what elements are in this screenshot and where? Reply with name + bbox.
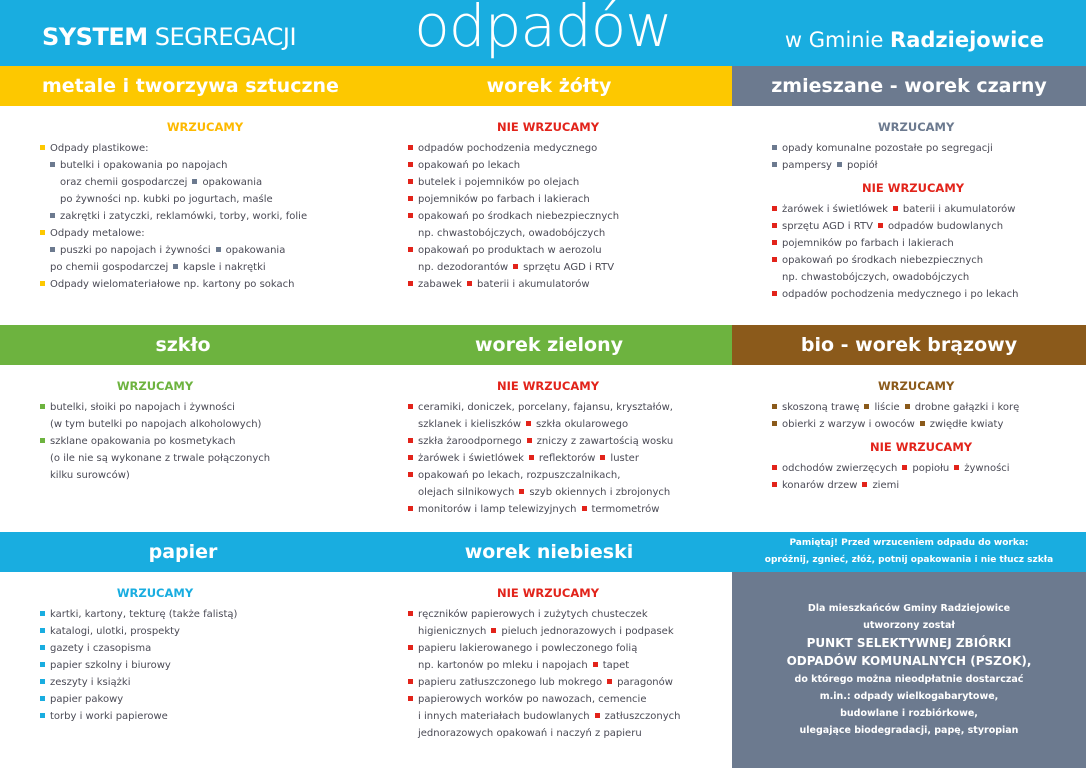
list-item: zakrętki i zatyczki, reklamówki, torby, worki, folie — [40, 208, 370, 225]
papier-nie-wrzucamy-heading: NIE WRZUCAMY — [496, 586, 600, 600]
bullet-icon — [772, 291, 777, 296]
list-item: odpadów pochodzenia medycznego i po lekach — [772, 286, 1072, 303]
bullet-icon — [408, 145, 413, 150]
bullet-icon — [491, 628, 496, 633]
list-item: katalogi, ulotki, prospekty — [40, 623, 340, 640]
list-item: (o ile nie są wykonane z trwale połączonych — [50, 453, 271, 464]
list-item: butelki, słoiki po napojach i żywności — [40, 399, 340, 416]
bio-nie-wrzucamy-heading: NIE WRZUCAMY — [870, 440, 973, 454]
band-papier-title: papier — [148, 541, 218, 563]
bullet-icon — [216, 247, 221, 252]
papier-wrzucamy-heading: WRZUCAMY — [116, 586, 194, 600]
list-item: szklanek i kieliszków szkła okularowego — [418, 419, 629, 430]
list-item: zabawek baterii i akumulatorów — [408, 276, 688, 293]
bullet-icon — [50, 247, 55, 252]
bio-section — [772, 378, 1072, 494]
bullet-icon — [595, 713, 600, 718]
bullet-icon — [40, 404, 45, 409]
metale-nie-wrzucamy-heading: NIE WRZUCAMY — [496, 120, 600, 134]
bullet-icon — [40, 230, 45, 235]
list-item: Odpady wielomateriałowe np. kartony po sokach — [40, 276, 370, 293]
list-item: puszki po napojach i żywności opakowania — [40, 242, 370, 259]
list-item: higienicznych pieluch jednorazowych i podpasek — [418, 626, 674, 637]
list-item: pojemników po farbach i lakierach — [408, 191, 688, 208]
list-item: opakowań po produktach w aerozolu — [408, 242, 688, 259]
bullet-icon — [529, 455, 534, 460]
band-metale-title: metale i tworzywa sztuczne — [42, 75, 339, 97]
band-bio — [732, 325, 1086, 365]
list-item: odchodów zwierzęcych popiołu żywności — [772, 460, 1072, 477]
bullet-icon — [50, 213, 55, 218]
metale-wrzucamy — [40, 119, 370, 293]
bullet-icon — [467, 281, 472, 286]
list-item: np. chwastobójczych, owadobójczych — [418, 228, 606, 239]
list-item: po żywności np. kubki po jogurtach, maśle — [60, 194, 273, 205]
list-item: sprzętu AGD i RTV odpadów budowlanych — [772, 218, 1072, 235]
list-item: np. dezodorantów sprzętu AGD i RTV — [418, 262, 615, 273]
bullet-icon — [173, 264, 178, 269]
bullet-icon — [40, 145, 45, 150]
list-item: odpadów pochodzenia medycznego — [408, 140, 688, 157]
list-item: np. chwastobójczych, owadobójczych — [782, 272, 970, 283]
list-item: papier szkolny i biurowy — [40, 657, 340, 674]
pszok-line: utworzony został — [863, 620, 955, 631]
pszok-line: ulegające biodegradacji, papę, styropian — [799, 725, 1019, 736]
bullet-icon — [40, 645, 45, 650]
list-item: ręczników papierowych i zużytych chusteczek — [408, 606, 708, 623]
bullet-icon — [772, 240, 777, 245]
list-item: Odpady metalowe: — [40, 225, 370, 242]
pszok-info-box — [732, 572, 1086, 768]
bullet-icon — [878, 223, 883, 228]
bullet-icon — [408, 247, 413, 252]
bullet-icon — [893, 206, 898, 211]
bullet-icon — [837, 162, 842, 167]
pszok-line: Dla mieszkańców Gminy Radziejowice — [807, 603, 1011, 614]
pszok-title: ODPADÓW KOMUNALNYCH (PSZOK), — [786, 654, 1032, 668]
bullet-icon — [526, 421, 531, 426]
bullet-icon — [408, 179, 413, 184]
bullet-icon — [954, 465, 959, 470]
list-item: opakowań po środkach niebezpiecznych — [408, 208, 688, 225]
bullet-icon — [519, 489, 524, 494]
list-item: butelki i opakowania po napojach — [40, 157, 370, 174]
bullet-icon — [408, 696, 413, 701]
list-item: szkła żaroodpornego zniczy z zawartością wosku — [408, 433, 708, 450]
bullet-icon — [408, 281, 413, 286]
list-item: skoszoną trawę liście drobne gałązki i korę — [772, 399, 1072, 416]
header-bar — [0, 0, 1086, 66]
bullet-icon — [408, 455, 413, 460]
bullet-icon — [408, 679, 413, 684]
band-metale-bag: worek żółty — [486, 75, 612, 97]
bullet-icon — [408, 196, 413, 201]
list-item: jednorazowych opakowań i naczyń z papieru — [418, 728, 642, 739]
header-title-center: odpadów — [414, 0, 672, 60]
bullet-icon — [40, 696, 45, 701]
reminder-box — [732, 532, 1086, 572]
list-item: po chemii gospodarczej kapsle i nakrętki — [50, 262, 266, 273]
list-item: ceramiki, doniczek, porcelany, fajansu, kryształów, — [408, 399, 708, 416]
bullet-icon — [772, 223, 777, 228]
list-item: butelek i pojemników po olejach — [408, 174, 688, 191]
zmieszane-wrzucamy-heading: WRZUCAMY — [878, 120, 955, 134]
list-item: monitorów i lamp telewizyjnych termometrów — [408, 501, 708, 518]
reminder-line-1: Pamiętaj! Przed wrzuceniem odpadu do worka: — [789, 538, 1029, 548]
bullet-icon — [593, 662, 598, 667]
band-zmieszane — [732, 66, 1086, 106]
list-item: i innych materiałach budowlanych zatłuszczonych — [418, 711, 681, 722]
pszok-line: do którego można nieodpłatnie dostarczać — [794, 674, 1024, 685]
bullet-icon — [40, 679, 45, 684]
bullet-icon — [40, 662, 45, 667]
list-item: torby i worki papierowe — [40, 708, 340, 725]
pszok-line: m.in.: odpady wielkogabarytowe, — [819, 691, 999, 702]
reminder-line-2: opróżnij, zgnieć, złóż, potnij opakowania i nie tłucz szkła — [764, 555, 1054, 565]
bullet-icon — [40, 628, 45, 633]
list-item: opady komunalne pozostałe po segregacji — [772, 140, 1072, 157]
bullet-icon — [772, 206, 777, 211]
band-szklo — [0, 325, 732, 365]
list-item: żarówek i świetlówek baterii i akumulatorów — [772, 201, 1072, 218]
bullet-icon — [905, 404, 910, 409]
list-item: szklane opakowania po kosmetykach — [40, 433, 340, 450]
list-item: obierki z warzyw i owoców zwiędłe kwiaty — [772, 416, 1072, 433]
bullet-icon — [772, 404, 777, 409]
list-item: kilku surowców) — [50, 470, 130, 481]
pszok-title: PUNKT SELEKTYWNEJ ZBIÓRKI — [806, 636, 1012, 650]
band-bio-title: bio - worek brązowy — [800, 334, 1018, 356]
bullet-icon — [600, 455, 605, 460]
bullet-icon — [40, 713, 45, 718]
list-item: kartki, kartony, tekturę (także falistą) — [40, 606, 340, 623]
papier-wrzucamy — [40, 585, 340, 725]
bullet-icon — [527, 438, 532, 443]
bullet-icon — [40, 438, 45, 443]
bullet-icon — [408, 162, 413, 167]
bullet-icon — [408, 404, 413, 409]
bullet-icon — [408, 611, 413, 616]
bullet-icon — [772, 145, 777, 150]
szklo-wrzucamy — [40, 378, 340, 484]
bio-wrzucamy-heading: WRZUCAMY — [878, 379, 955, 393]
band-papier-bag: worek niebieski — [464, 541, 634, 563]
bullet-icon — [192, 179, 197, 184]
pszok-line: budowlane i rozbiórkowe, — [840, 708, 978, 719]
bullet-icon — [50, 162, 55, 167]
bullet-icon — [772, 421, 777, 426]
list-item: np. kartonów po mleku i napojach tapet — [418, 660, 630, 671]
bullet-icon — [582, 506, 587, 511]
bullet-icon — [408, 438, 413, 443]
band-metale — [0, 66, 732, 106]
list-item: pojemników po farbach i lakierach — [772, 235, 1072, 252]
list-item: Odpady plastikowe: — [40, 140, 370, 157]
header-title-left: SYSTEM SEGREGACJI — [42, 23, 297, 51]
header-title-right: w Gminie Radziejowice — [784, 28, 1044, 52]
bullet-icon — [408, 645, 413, 650]
papier-nie-wrzucamy — [408, 585, 708, 742]
list-item: pampersy popiół — [772, 157, 1072, 174]
list-item: żarówek i świetlówek reflektorów luster — [408, 450, 708, 467]
bullet-icon — [408, 506, 413, 511]
metale-nie-wrzucamy — [408, 119, 688, 293]
list-item: opakowań po środkach niebezpiecznych — [772, 252, 1072, 269]
band-zmieszane-title: zmieszane - worek czarny — [771, 75, 1047, 97]
bullet-icon — [772, 482, 777, 487]
szklo-nie-wrzucamy — [408, 378, 708, 518]
bullet-icon — [408, 213, 413, 218]
list-item: oraz chemii gospodarczej opakowania — [60, 177, 263, 188]
szklo-nie-wrzucamy-heading: NIE WRZUCAMY — [496, 379, 600, 393]
list-item: papier pakowy — [40, 691, 340, 708]
bullet-icon — [772, 465, 777, 470]
metale-wrzucamy-heading: WRZUCAMY — [166, 120, 244, 134]
list-item: papieru zatłuszczonego lub mokrego paragonów — [408, 674, 708, 691]
bullet-icon — [772, 257, 777, 262]
bullet-icon — [920, 421, 925, 426]
band-szklo-bag: worek zielony — [474, 334, 624, 356]
bullet-icon — [902, 465, 907, 470]
list-item: papieru lakierowanego i powleczonego folią — [408, 640, 708, 657]
list-item: olejach silnikowych szyb okiennych i zbrojonych — [418, 487, 671, 498]
list-item: gazety i czasopisma — [40, 640, 340, 657]
list-item: (w tym butelki po napojach alkoholowych) — [50, 419, 262, 430]
list-item: konarów drzew ziemi — [772, 477, 1072, 494]
szklo-wrzucamy-heading: WRZUCAMY — [116, 379, 194, 393]
bullet-icon — [607, 679, 612, 684]
band-szklo-title: szkło — [155, 334, 211, 356]
list-item: zeszyty i książki — [40, 674, 340, 691]
bullet-icon — [513, 264, 518, 269]
bullet-icon — [40, 611, 45, 616]
bullet-icon — [40, 281, 45, 286]
bullet-icon — [862, 482, 867, 487]
list-item: opakowań po lekach, rozpuszczalnikach, — [408, 467, 708, 484]
band-papier — [0, 532, 732, 572]
list-item: papierowych worków po nawozach, cemencie — [408, 691, 708, 708]
zmieszane-section — [772, 119, 1072, 303]
bullet-icon — [864, 404, 869, 409]
bullet-icon — [408, 472, 413, 477]
list-item: opakowań po lekach — [408, 157, 688, 174]
bullet-icon — [772, 162, 777, 167]
zmieszane-nie-wrzucamy-heading: NIE WRZUCAMY — [862, 181, 965, 195]
